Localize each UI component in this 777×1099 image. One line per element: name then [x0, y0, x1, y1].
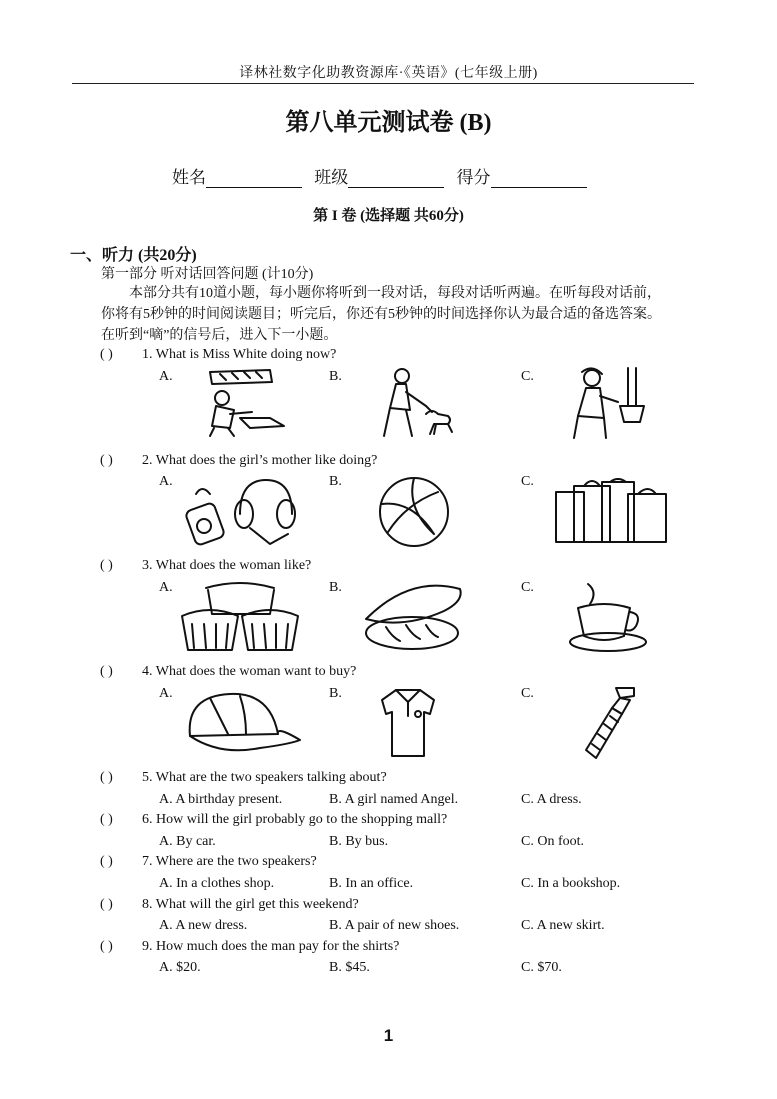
- option-c: C. A new skirt.: [521, 918, 605, 933]
- question-text: 9. How much does the man pay for the shirts?: [142, 939, 400, 954]
- option-b-label: B.: [329, 474, 342, 489]
- header-divider: [72, 83, 694, 84]
- volleyball-icon: [376, 474, 452, 550]
- answer-blank[interactable]: ( ): [100, 939, 113, 954]
- page-header: 译林社数字化助教资源库·《英语》(七年级上册): [239, 66, 538, 81]
- question-text: 3. What does the woman like?: [142, 558, 312, 573]
- necktie-icon: [582, 686, 642, 762]
- option-b: B. In an office.: [329, 876, 414, 891]
- class-blank[interactable]: [348, 171, 444, 188]
- instructions: [101, 283, 691, 346]
- question-7: [100, 854, 317, 870]
- question-4: [100, 664, 356, 680]
- question-6: [100, 812, 447, 828]
- class-label: 班级: [314, 168, 349, 187]
- shopping-bags-icon: [552, 478, 670, 546]
- name-blank[interactable]: [206, 171, 302, 188]
- option-a-label: A.: [159, 369, 173, 384]
- option-c-label: C.: [521, 686, 534, 701]
- question-text: 1. What is Miss White doing now?: [142, 347, 337, 362]
- option-a-label: A.: [159, 580, 173, 595]
- question-1: [100, 347, 336, 363]
- answer-blank[interactable]: ( ): [100, 558, 113, 573]
- headphones-music-icon: [184, 474, 296, 550]
- woman-typing-icon: [200, 366, 290, 438]
- name-label: 姓名: [172, 168, 206, 187]
- option-b: B. A pair of new shoes.: [329, 918, 460, 933]
- question-text: 7. Where are the two speakers?: [142, 854, 317, 869]
- option-a-label: A.: [159, 474, 173, 489]
- option-a: A. In a clothes shop.: [159, 876, 275, 891]
- score-blank[interactable]: [491, 171, 587, 188]
- score-label: 得分: [456, 168, 491, 187]
- option-a: A. A birthday present.: [159, 792, 283, 807]
- woman-cooking-icon: [564, 366, 648, 442]
- option-a: A. A new dress.: [159, 918, 248, 933]
- option-b: B. By bus.: [329, 834, 389, 849]
- question-5: [100, 770, 387, 786]
- option-b-label: B.: [329, 580, 342, 595]
- option-a: A. By car.: [159, 834, 216, 849]
- answer-blank[interactable]: ( ): [100, 770, 113, 785]
- question-9: [100, 939, 399, 955]
- question-text: 4. What does the woman want to buy?: [142, 664, 357, 679]
- question-text: 5. What are the two speakers talking about?: [142, 770, 387, 785]
- option-c-label: C.: [521, 580, 534, 595]
- question-8: [100, 897, 359, 913]
- question-text: 2. What does the girl’s mother like doing?: [142, 453, 378, 468]
- polo-shirt-icon: [378, 686, 438, 760]
- option-c-label: C.: [521, 369, 534, 384]
- answer-blank[interactable]: ( ): [100, 453, 113, 468]
- answer-blank[interactable]: ( ): [100, 812, 113, 827]
- part-title: 第一部分 听对话回答问题 (计10分): [101, 267, 314, 282]
- option-c: C. A dress.: [521, 792, 582, 807]
- bread-icon: [360, 583, 464, 653]
- instructions-line: 在听到“嘀”的信号后，进入下一小题。: [101, 328, 338, 343]
- question-3: [100, 558, 311, 574]
- option-c: C. $70.: [521, 960, 562, 975]
- option-a: A. $20.: [159, 960, 201, 975]
- question-text: 6. How will the girl probably go to the shopping mall?: [142, 812, 448, 827]
- woman-walking-dog-icon: [366, 366, 462, 442]
- answer-blank[interactable]: ( ): [100, 347, 113, 362]
- question-2: [100, 453, 377, 469]
- option-c-label: C.: [521, 474, 534, 489]
- volume-title: 第 I 卷 (选择题 共60分): [313, 208, 464, 224]
- answer-blank[interactable]: ( ): [100, 854, 113, 869]
- option-a-label: A.: [159, 686, 173, 701]
- page-title: 第八单元测试卷 (B): [285, 110, 492, 136]
- student-info-row: [172, 163, 595, 188]
- cap-icon: [180, 690, 304, 758]
- option-c: C. On foot.: [521, 834, 584, 849]
- cupcakes-icon: [178, 580, 302, 654]
- question-text: 8. What will the girl get this weekend?: [142, 897, 359, 912]
- option-b-label: B.: [329, 369, 342, 384]
- option-c: C. In a bookshop.: [521, 876, 621, 891]
- answer-blank[interactable]: ( ): [100, 897, 113, 912]
- instructions-line: 你将有5秒钟的时间阅读题目；听完后，你还有5秒钟的时间选择你认为最合适的备选答案。: [101, 307, 661, 322]
- option-b-label: B.: [329, 686, 342, 701]
- section-title: 一、听力 (共20分): [70, 247, 197, 264]
- answer-blank[interactable]: ( ): [100, 664, 113, 679]
- coffee-cup-icon: [568, 580, 650, 654]
- option-b: B. A girl named Angel.: [329, 792, 459, 807]
- option-b: B. $45.: [329, 960, 370, 975]
- page-number: 1: [383, 1026, 394, 1045]
- instructions-line: 本部分共有10道小题，每小题你将听到一段对话，每段对话听两遍。在听每段对话前，: [129, 286, 661, 301]
